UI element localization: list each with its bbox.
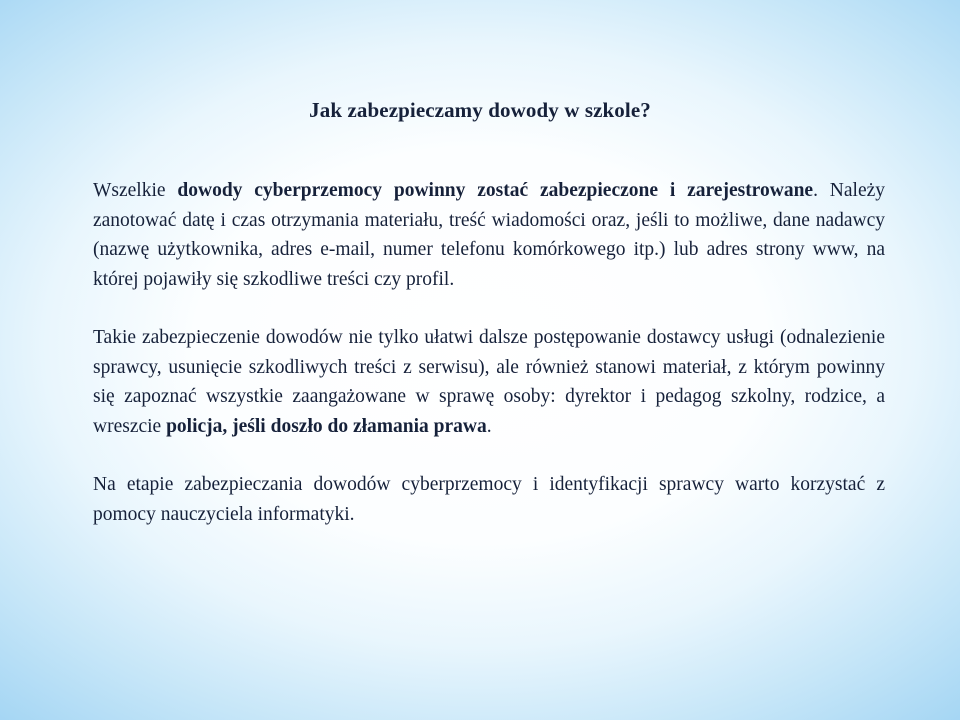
paragraph-1-text-1: Wszelkie	[93, 180, 178, 201]
paragraph-2-bold-1: policja, jeśli doszło do złamania prawa	[166, 415, 487, 437]
paragraph-2-text-2: .	[486, 415, 492, 437]
paragraph-1-bold-1: dowody cyberprzemocy powinny zostać zabezpieczone i zarejestrowane	[177, 180, 814, 201]
paragraph-2	[93, 323, 885, 441]
paragraph-3-text-1: Na etapie zabezpieczania dowodów cyberprzemocy i identyfikacji sprawcy warto korzystać z pomocy nauczyciela informatyki.	[93, 474, 885, 525]
paragraph-1-text-2: . Należy zanotować datę i czas otrzymania materiału, treść wiadomości oraz, jeśli to możliwe, dane nadawcy (nazwę użytkownika, adres e-mail, numer telefonu komórkowego itp.) lub adres strony www, na której pojawiły się szkodliwe treści czy profil.	[93, 180, 886, 290]
paragraph-2-text-1: Takie zabezpieczenie dowodów nie tylko ułatwi dalsze postępowanie dostawcy usługi (odnalezienie sprawcy, usunięcie szkodliwych treści z serwisu), ale również stanowi materiał, z którym powinny się zapoznać wszystkie zaangażowane w sprawę osoby: dyrektor i pedagog szkolny, rodzice, a wreszcie	[93, 327, 885, 437]
paragraph-3	[93, 470, 885, 529]
slide-title: Jak zabezpieczamy dowody w szkole?	[309, 98, 651, 122]
paragraph-1	[93, 176, 885, 294]
slide-body	[93, 176, 885, 558]
